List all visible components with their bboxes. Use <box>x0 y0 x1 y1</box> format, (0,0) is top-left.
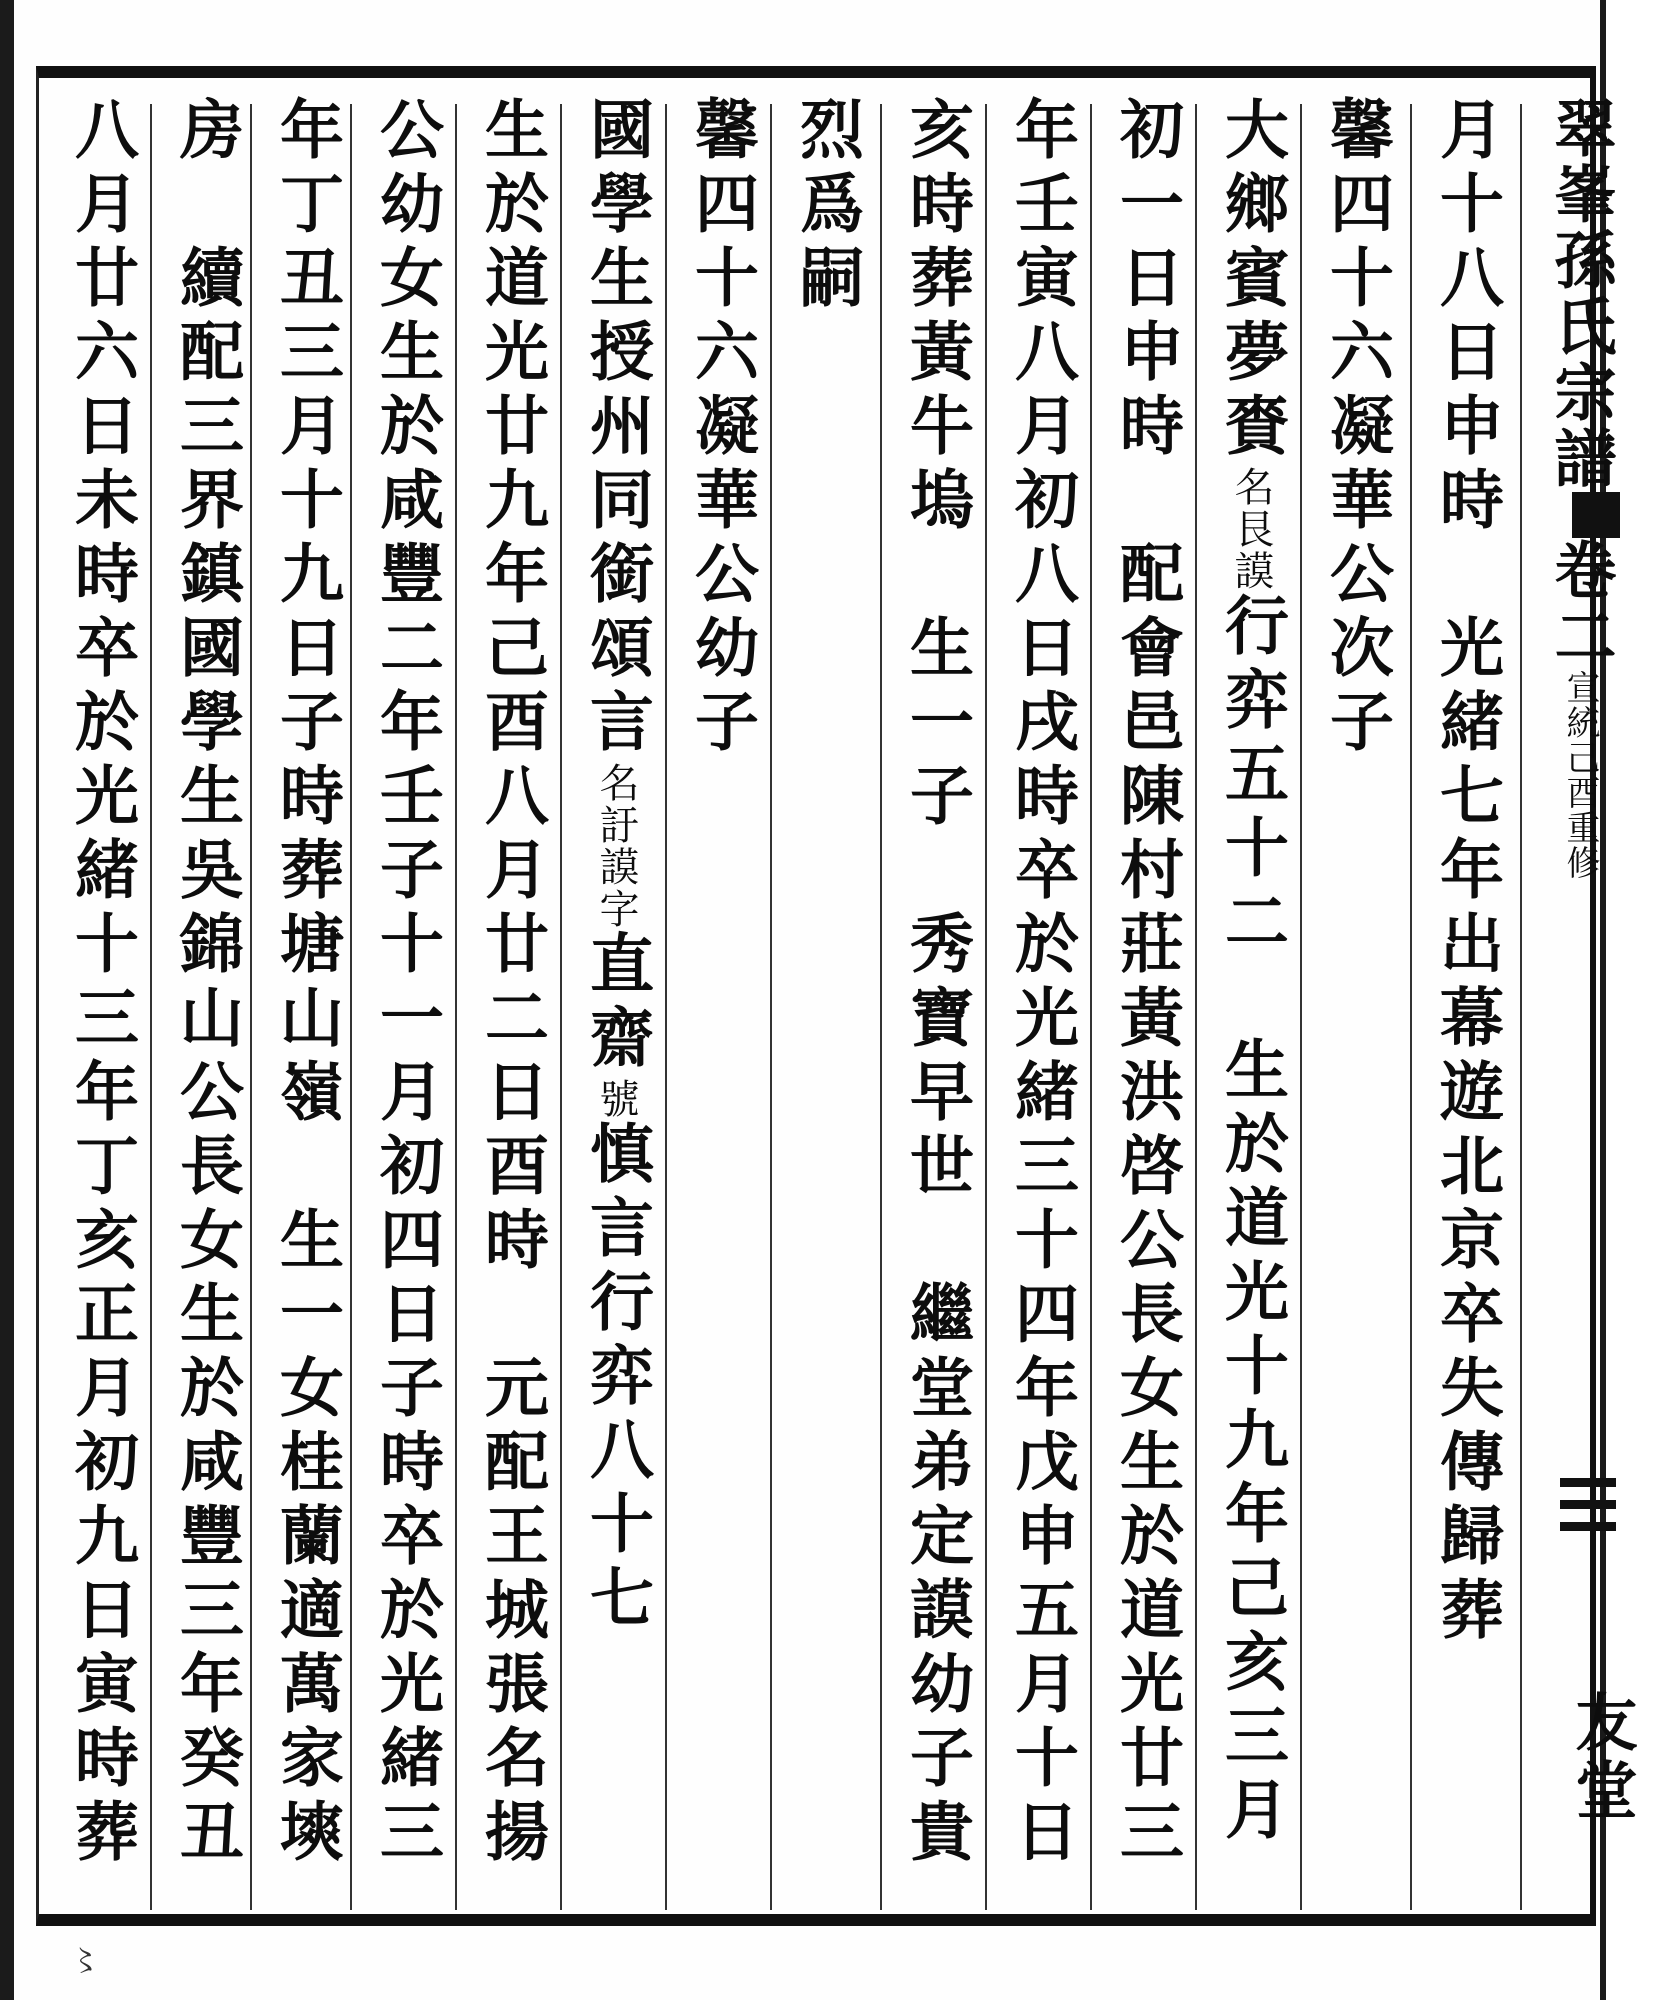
text-column-14: 八月廿六日未時卒於光緒十三年丁亥正月初九日寅時葬 <box>64 96 139 1872</box>
column-rule <box>880 104 882 1910</box>
text-column-3 <box>1205 96 1297 1850</box>
column-rule <box>1410 104 1412 1910</box>
text-column-2: 馨四十六凝華公次子 <box>1319 96 1394 762</box>
folio-number <box>1560 1478 1620 1544</box>
fish-tail-mark <box>1572 492 1620 538</box>
text-column-12: 年丁丑三月十九日子時葬塘山嶺 生一女桂蘭適萬家塽 <box>269 96 344 1872</box>
text-column-5: 年壬寅八月初八日戌時卒於光緒三十四年戊申五月十日 <box>1004 96 1079 1872</box>
text-column-8: 馨四十六凝華公幼子 <box>684 96 759 762</box>
title-text: 大鄉賓夢賚 <box>1214 96 1289 466</box>
hao-note: 號 <box>593 1078 639 1120</box>
column-rule <box>1300 104 1302 1910</box>
edition-note: 宣統己酉重修 <box>1560 670 1600 880</box>
column-rule <box>985 104 987 1910</box>
text-column-11: 公幼女生於咸豐二年壬子十一月初四日子時卒於光緒三 <box>369 96 444 1872</box>
column-text: 行弈五十二 生於道光十九年己亥三月 <box>1214 592 1289 1850</box>
text-column-13: 房 續配三界鎮國學生吳錦山公長女生於咸豐三年癸丑 <box>169 96 244 1872</box>
column-rule <box>1090 104 1092 1910</box>
text-column-6: 亥時葬黃牛塢 生一子 秀寶早世 繼堂弟定謨幼子貴 <box>899 96 974 1872</box>
column-text: 慎言行弈八十七 <box>579 1120 654 1638</box>
title-text: 國學生授州同銜頌言 <box>579 96 654 762</box>
bottom-mark: 〻 <box>70 1944 100 1979</box>
text-column-10: 生於道光廿九年己酉八月廿二日酉時 元配王城張名揚 <box>474 96 549 1872</box>
column-rule <box>1195 104 1197 1910</box>
column-rule <box>560 104 562 1910</box>
name-note: 名訏謨字 <box>593 762 639 930</box>
book-title: 翠峯孫氏宗譜 <box>1544 96 1617 492</box>
text-column-1: 月十八日申時 光緒七年出幕遊北京卒失傳歸葬 <box>1429 96 1504 1650</box>
text-column-7: 烈爲嗣 <box>789 96 864 318</box>
margin-title <box>1540 96 1620 880</box>
given-name-note: 名艮謨 <box>1228 466 1274 592</box>
volume-label: 卷二 <box>1544 538 1617 670</box>
column-rule <box>665 104 667 1910</box>
scan-edge-left <box>0 0 14 2000</box>
column-rule <box>1520 104 1522 1910</box>
text-column-9 <box>570 96 662 1638</box>
courtesy-name: 直齋 <box>579 930 654 1078</box>
column-rule <box>455 104 457 1910</box>
column-rule <box>150 104 152 1910</box>
column-rule <box>770 104 772 1910</box>
text-column-4: 初一日申時 配會邑陳村莊黃洪啓公長女生於道光廿三 <box>1109 96 1184 1872</box>
hall-name: 友堂 <box>1565 1690 1638 1826</box>
